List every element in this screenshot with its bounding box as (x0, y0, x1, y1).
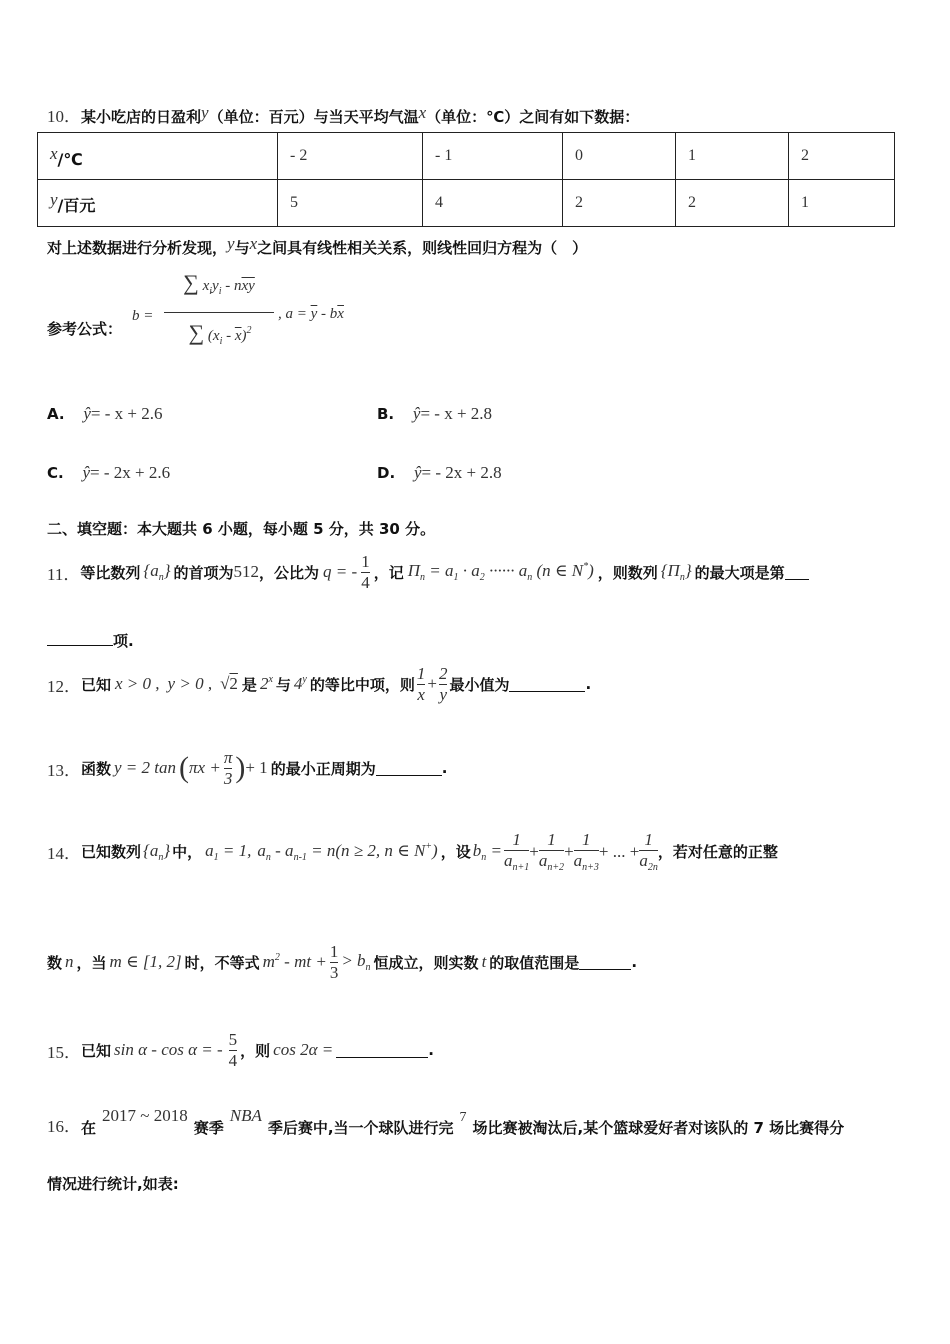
q15-stem: 15． 已知 sin α - cos α = - $\frac{5}{4}$ ，则 cos 2α = . (47, 1030, 434, 1070)
q11-answer-blank-1[interactable] (785, 565, 809, 580)
option-b[interactable]: B. ŷ= - x + 2.8 (377, 404, 493, 423)
q11-answer-blank-2[interactable] (47, 633, 113, 646)
table-row: x/℃ - 2 - 1 0 1 2 (38, 133, 895, 180)
q14-answer-blank[interactable] (579, 955, 631, 970)
formula-label: 参考公式： (47, 320, 123, 338)
q12-stem: 12． 已知 x > 0 , y > 0 , √2 是 2$^x$ 与 4$^y$ 的等比中项，则 $\frac{1}{x}$ + $\frac{2}{y}$ 最小值为 . (47, 664, 592, 704)
q10-number: 10． (47, 107, 81, 126)
q15-answer-blank[interactable] (336, 1043, 428, 1058)
q10-question: 对上述数据进行分析发现，y与x之间具有线性相关关系，则线性回归方程为（ ） (47, 234, 588, 257)
q10-data-table (37, 132, 895, 227)
q13-stem: 13． 函数 y = 2 tan ( πx + $\frac{\pi}{3}$ ) + 1 的最小正周期为 . (47, 748, 448, 788)
q11-stem: 11． 等比数列 $\{a_n\}$ 的首项为 512 ，公比为 q = - $\frac{1}{4}$ ，记 $\Pi_n = a_1 \cdot a_2$ ······ $a_n$ (n ∈ N*) ，则数列 $\{\Pi_n\}$ 的最大项是第 (47, 552, 809, 592)
q10-stem: 10．某小吃店的日盈利y（单位：百元）与当天平均气温x（单位：℃）之间有如下数据： (47, 103, 640, 126)
q16-stem-cont: 情况进行统计,如表: (47, 1175, 179, 1193)
q12-answer-blank[interactable] (509, 677, 585, 692)
section-heading: 二、填空题：本大题共 6 小题，每小题 5 分，共 30 分。 (47, 520, 436, 538)
q16-stem: 16． 在 2017 ~ 2018 赛季 NBA 季后赛中,当一个球队进行完 7 场比赛被淘汰后,某个篮球爱好者对该队的 7 场比赛得分 (47, 1106, 845, 1137)
option-d[interactable]: D. ŷ= - 2x + 2.8 (377, 463, 502, 482)
q14-stem: 14． 已知数列 $\{a_n\}$ 中， $a_1 = 1$, $a_n - a_{n-1} = n(n \ge 2$, n ∈ N+) ，设 $b_n$ = $\frac{1}{a_{n+1}}$ + $\frac{1}{a_{n+2}}$ + $\frac{1}{a_{n+3}}$ + ... + $\frac{1}{a_{2n}}$ ，若对任意的正整 (47, 830, 778, 873)
q13-answer-blank[interactable] (376, 761, 442, 776)
q11-stem-cont: 项. (47, 630, 134, 651)
option-a[interactable]: A. ŷ= - x + 2.6 (47, 404, 163, 423)
option-c[interactable]: C. ŷ= - 2x + 2.6 (47, 463, 171, 482)
q14-stem-cont: 数 n ，当 m ∈ [1, 2] 时，不等式 $m^2$ - mt + $\frac{1}{3}$ > $b_n$ 恒成立，则实数 t 的取值范围是 . (47, 942, 638, 982)
table-row: y/百元 5 4 2 2 1 (38, 180, 895, 227)
